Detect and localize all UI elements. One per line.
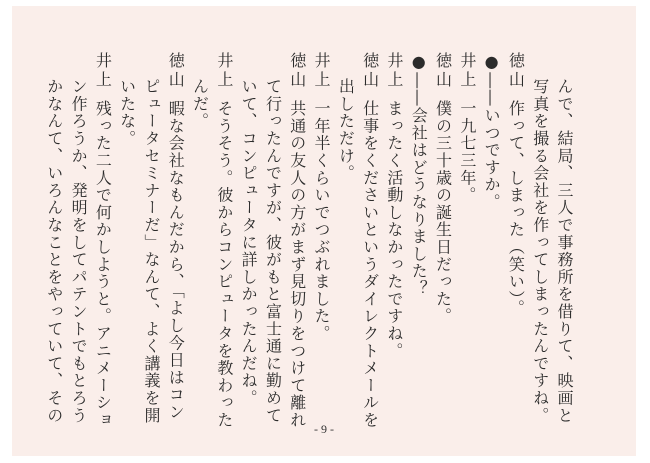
dialogue-line [357, 52, 381, 436]
dialogue-line [455, 52, 479, 436]
text-line: んで、結局、三人で事務所を借りて、映画と [555, 78, 574, 424]
dialogue-text: 暇な会社なもんだから、「よし今日はコン [166, 100, 186, 421]
speaker-label: 井上 [457, 52, 477, 90]
text-line: いたな。 [117, 78, 137, 148]
dialogue-text: そうそう。彼からコンピュータを教わった [214, 100, 234, 429]
text-line: んだ。 [190, 78, 210, 130]
dialogue-text: 残った二人で何かしようと。アニメーショ [93, 100, 113, 429]
interviewer-line: ●――会社はどうなりました？ [409, 52, 429, 298]
page-number: - 9 - [314, 422, 334, 436]
speaker-label: 井上 [214, 52, 234, 90]
dialogue-text: 仕事をくださいというダイレクトメールを [360, 100, 380, 429]
speaker-label: 井上 [312, 52, 332, 90]
vertical-text-body [41, 52, 576, 436]
text-line: て行ったんですが、彼がもと富士通に勤めて [263, 78, 283, 424]
speaker-label: 井上 [93, 52, 113, 90]
dialogue-text: 作って、しまった（笑い）。 [506, 100, 526, 317]
text-line: ピュータセミナーだ」なんて、よく講義を開 [141, 78, 161, 424]
text-line: かなんて、いろんなことをやっていて、その [44, 78, 64, 424]
dialogue-line [382, 52, 406, 436]
dialogue-text: まったく活動しなかったですね。 [384, 100, 404, 360]
dialogue-line [284, 52, 308, 436]
text-line: いて、コンピュータに詳しかったんだね。 [239, 78, 259, 407]
dialogue-text: 共通の友人の方がまず見切りをつけて離れ [287, 100, 307, 429]
text-line: 出しただけ。 [336, 78, 356, 182]
speaker-label: 徳山 [506, 52, 526, 90]
dialogue-line [430, 52, 454, 436]
speaker-label: 徳山 [166, 52, 186, 90]
dialogue-line [212, 52, 236, 436]
dialogue-line [90, 52, 114, 436]
dialogue-text: 僕の三十歳の誕生日だった。 [433, 100, 453, 325]
book-page [12, 6, 636, 456]
speaker-label: 徳山 [360, 52, 380, 90]
text-line: ン作ろうか、発明をしてパテントでもとろう [69, 78, 89, 424]
dialogue-line [309, 52, 333, 436]
dialogue-text: 一九七三年。 [457, 100, 477, 204]
speaker-label: 井上 [384, 52, 404, 90]
text-line: 写真を撮る会社を作ってしまったんですね。 [530, 78, 550, 424]
dialogue-line [503, 52, 527, 436]
dialogue-text: 一年半くらいでつぶれました。 [312, 100, 332, 343]
speaker-label: 徳山 [287, 52, 307, 90]
interviewer-line: ●――いつですか。 [482, 52, 502, 211]
dialogue-line [163, 52, 187, 436]
speaker-label: 徳山 [433, 52, 453, 90]
